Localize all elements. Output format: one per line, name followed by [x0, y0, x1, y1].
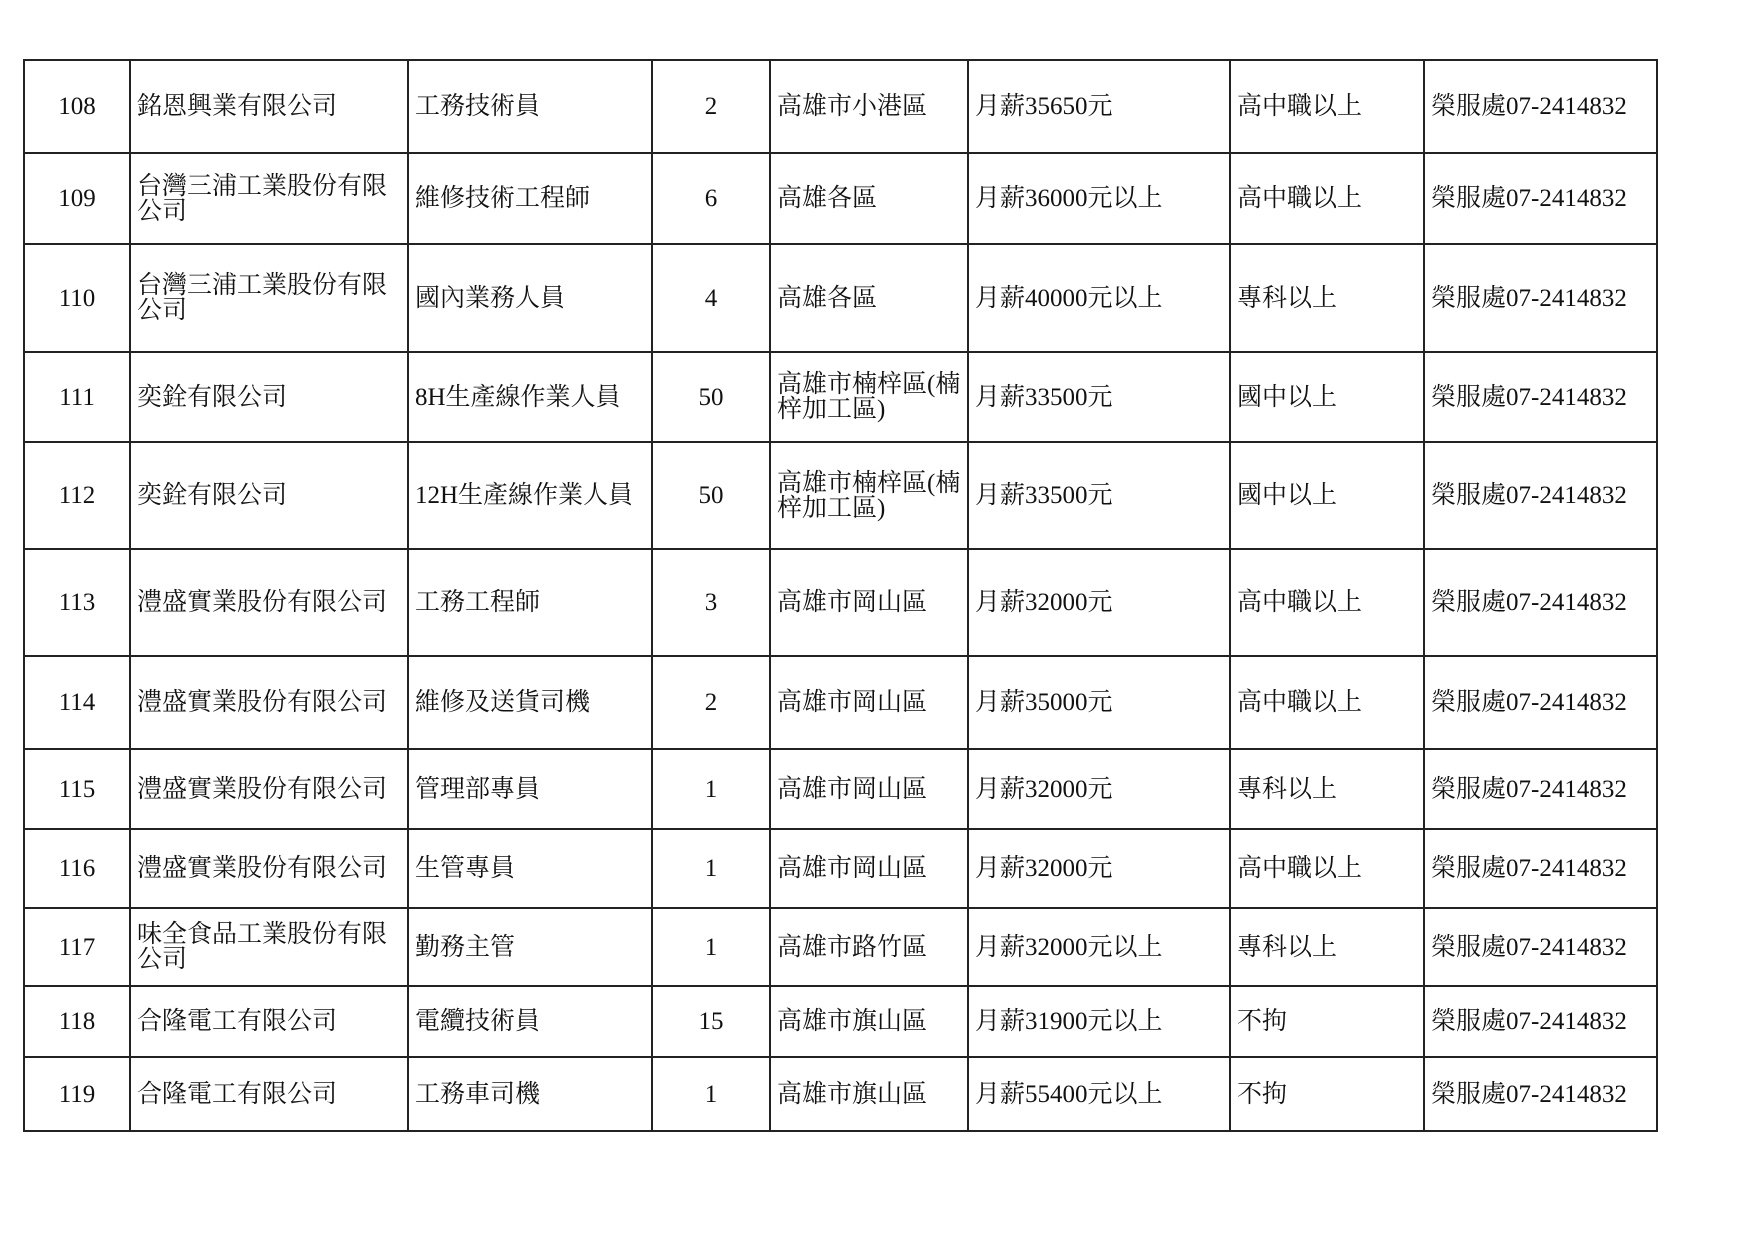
education-requirement: 高中職以上 [1230, 60, 1424, 153]
company-name: 味全食品工業股份有限公司 [130, 908, 408, 986]
row-number: 117 [24, 908, 130, 986]
job-title: 維修及送貨司機 [408, 656, 652, 749]
contact-info: 榮服處07-2414832 [1424, 986, 1657, 1057]
work-location: 高雄市楠梓區(楠梓加工區) [770, 352, 968, 442]
work-location: 高雄市旗山區 [770, 1057, 968, 1131]
table-row [24, 908, 1657, 986]
company-name: 奕銓有限公司 [130, 352, 408, 442]
table-row [24, 549, 1657, 656]
job-title: 電纜技術員 [408, 986, 652, 1057]
company-name: 澧盛實業股份有限公司 [130, 549, 408, 656]
row-number: 112 [24, 442, 130, 549]
company-name: 合隆電工有限公司 [130, 986, 408, 1057]
job-title: 生管專員 [408, 829, 652, 908]
work-location: 高雄各區 [770, 244, 968, 352]
education-requirement: 國中以上 [1230, 442, 1424, 549]
education-requirement: 高中職以上 [1230, 829, 1424, 908]
company-name: 奕銓有限公司 [130, 442, 408, 549]
work-location: 高雄市路竹區 [770, 908, 968, 986]
openings-count: 2 [652, 60, 770, 153]
work-location: 高雄市楠梓區(楠梓加工區) [770, 442, 968, 549]
table-row [24, 749, 1657, 829]
openings-count: 15 [652, 986, 770, 1057]
row-number: 119 [24, 1057, 130, 1131]
row-number: 111 [24, 352, 130, 442]
table-row [24, 986, 1657, 1057]
row-number: 113 [24, 549, 130, 656]
openings-count: 1 [652, 1057, 770, 1131]
company-name: 澧盛實業股份有限公司 [130, 749, 408, 829]
openings-count: 2 [652, 656, 770, 749]
row-number: 115 [24, 749, 130, 829]
job-title: 8H生產線作業人員 [408, 352, 652, 442]
work-location: 高雄市岡山區 [770, 549, 968, 656]
company-name: 澧盛實業股份有限公司 [130, 829, 408, 908]
row-number: 109 [24, 153, 130, 244]
openings-count: 3 [652, 549, 770, 656]
education-requirement: 專科以上 [1230, 244, 1424, 352]
job-title: 工務工程師 [408, 549, 652, 656]
table-row [24, 656, 1657, 749]
salary: 月薪35650元 [968, 60, 1230, 153]
job-title: 勤務主管 [408, 908, 652, 986]
contact-info: 榮服處07-2414832 [1424, 1057, 1657, 1131]
education-requirement: 專科以上 [1230, 749, 1424, 829]
openings-count: 50 [652, 442, 770, 549]
contact-info: 榮服處07-2414832 [1424, 656, 1657, 749]
salary: 月薪36000元以上 [968, 153, 1230, 244]
job-title: 工務車司機 [408, 1057, 652, 1131]
openings-count: 50 [652, 352, 770, 442]
education-requirement: 不拘 [1230, 986, 1424, 1057]
salary: 月薪32000元以上 [968, 908, 1230, 986]
work-location: 高雄市小港區 [770, 60, 968, 153]
contact-info: 榮服處07-2414832 [1424, 829, 1657, 908]
contact-info: 榮服處07-2414832 [1424, 244, 1657, 352]
job-title: 12H生產線作業人員 [408, 442, 652, 549]
salary: 月薪32000元 [968, 549, 1230, 656]
education-requirement: 國中以上 [1230, 352, 1424, 442]
salary: 月薪33500元 [968, 352, 1230, 442]
table-row [24, 60, 1657, 153]
education-requirement: 專科以上 [1230, 908, 1424, 986]
salary: 月薪32000元 [968, 829, 1230, 908]
job-title: 國內業務人員 [408, 244, 652, 352]
contact-info: 榮服處07-2414832 [1424, 442, 1657, 549]
company-name: 澧盛實業股份有限公司 [130, 656, 408, 749]
job-listing-rows [24, 60, 1657, 1131]
work-location: 高雄各區 [770, 153, 968, 244]
contact-info: 榮服處07-2414832 [1424, 60, 1657, 153]
company-name: 台灣三浦工業股份有限公司 [130, 153, 408, 244]
education-requirement: 高中職以上 [1230, 549, 1424, 656]
contact-info: 榮服處07-2414832 [1424, 908, 1657, 986]
education-requirement: 不拘 [1230, 1057, 1424, 1131]
salary: 月薪31900元以上 [968, 986, 1230, 1057]
education-requirement: 高中職以上 [1230, 656, 1424, 749]
company-name: 台灣三浦工業股份有限公司 [130, 244, 408, 352]
salary: 月薪35000元 [968, 656, 1230, 749]
table-row [24, 829, 1657, 908]
contact-info: 榮服處07-2414832 [1424, 749, 1657, 829]
work-location: 高雄市岡山區 [770, 656, 968, 749]
table-row [24, 244, 1657, 352]
openings-count: 4 [652, 244, 770, 352]
table-row [24, 1057, 1657, 1131]
salary: 月薪32000元 [968, 749, 1230, 829]
row-number: 108 [24, 60, 130, 153]
row-number: 118 [24, 986, 130, 1057]
openings-count: 6 [652, 153, 770, 244]
education-requirement: 高中職以上 [1230, 153, 1424, 244]
job-title: 管理部專員 [408, 749, 652, 829]
salary: 月薪55400元以上 [968, 1057, 1230, 1131]
openings-count: 1 [652, 829, 770, 908]
salary: 月薪33500元 [968, 442, 1230, 549]
company-name: 銘恩興業有限公司 [130, 60, 408, 153]
row-number: 114 [24, 656, 130, 749]
row-number: 116 [24, 829, 130, 908]
table-row [24, 442, 1657, 549]
salary: 月薪40000元以上 [968, 244, 1230, 352]
row-number: 110 [24, 244, 130, 352]
openings-count: 1 [652, 908, 770, 986]
openings-count: 1 [652, 749, 770, 829]
table-row [24, 352, 1657, 442]
work-location: 高雄市岡山區 [770, 749, 968, 829]
company-name: 合隆電工有限公司 [130, 1057, 408, 1131]
table-row [24, 153, 1657, 244]
job-title: 維修技術工程師 [408, 153, 652, 244]
job-listing-table [23, 59, 1658, 1132]
work-location: 高雄市旗山區 [770, 986, 968, 1057]
contact-info: 榮服處07-2414832 [1424, 153, 1657, 244]
job-title: 工務技術員 [408, 60, 652, 153]
work-location: 高雄市岡山區 [770, 829, 968, 908]
contact-info: 榮服處07-2414832 [1424, 549, 1657, 656]
contact-info: 榮服處07-2414832 [1424, 352, 1657, 442]
